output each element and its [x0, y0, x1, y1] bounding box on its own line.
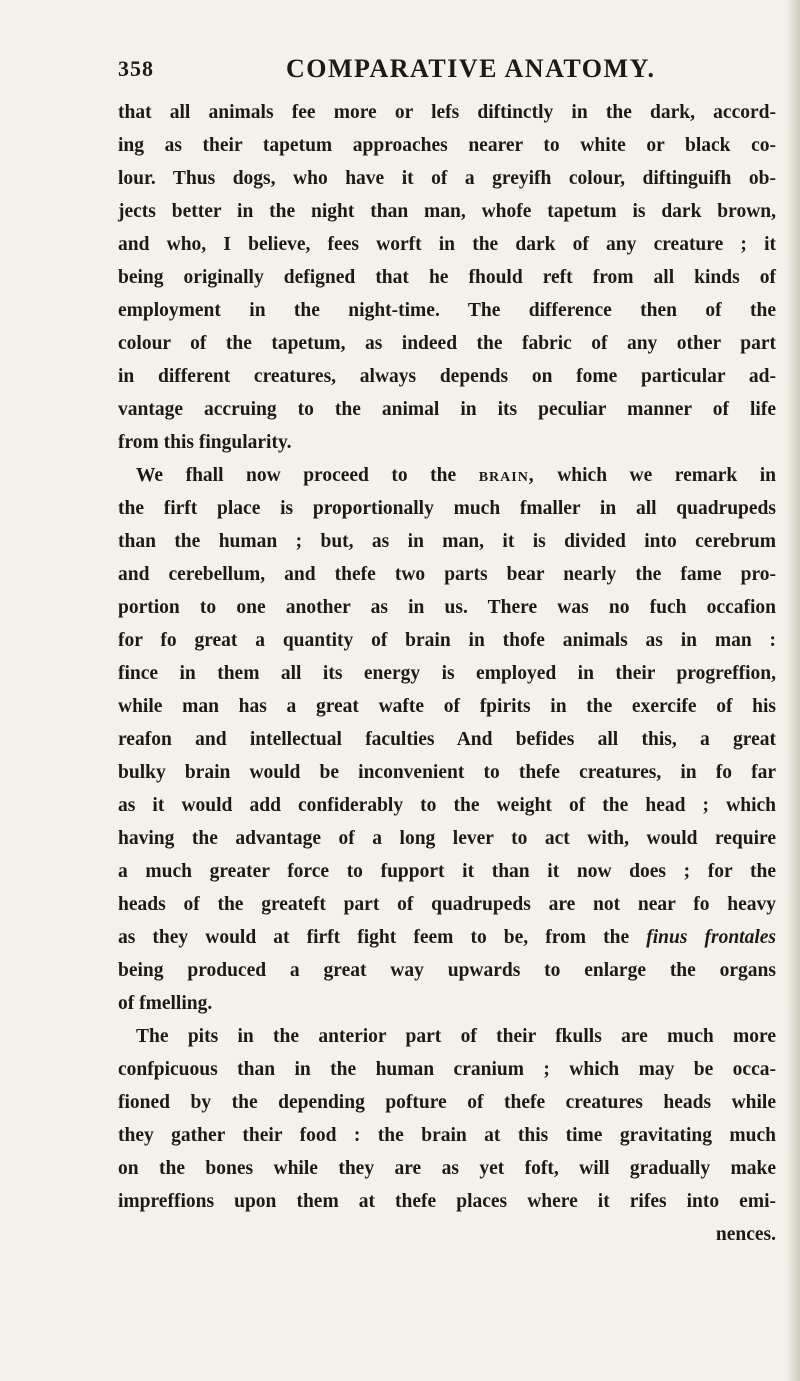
text-line: being produced a great way upwards to enlarge the organs: [118, 960, 776, 981]
text-segment: as they would at firft fight feem to be, from the: [118, 927, 630, 948]
text-line: heads of the greateft part of quadrupeds are not near fo heavy: [118, 894, 776, 915]
text-line: of fmelling.: [118, 993, 213, 1014]
page-edge-shadow: [786, 0, 800, 1381]
text-line: ing as their tapetum approaches nearer to white or black co-: [118, 135, 776, 156]
text-line: that all animals fee more or lefs diftinctly in the dark, accord-: [118, 102, 776, 123]
small-caps-term: brain,: [478, 465, 535, 486]
text-line: a much greater force to fupport it than it now does ; for the: [118, 861, 776, 882]
text-line: confpicuous than in the human cranium ; which may be occa-: [118, 1059, 776, 1080]
text-line: for fo great a quantity of brain in thofe animals as in man :: [118, 630, 776, 651]
text-line: lour. Thus dogs, who have it of a greyifh colour, diftinguifh ob-: [118, 168, 776, 189]
italic-term: finus frontales: [646, 927, 776, 948]
text-line: vantage accruing to the animal in its peculiar manner of life: [118, 399, 776, 420]
text-line: they gather their food : the brain at this time gravitating much: [118, 1125, 776, 1146]
text-line: The pits in the anterior part of their fkulls are much more: [136, 1026, 776, 1047]
text-line: than the human ; but, as in man, it is divided into cerebrum: [118, 531, 776, 552]
page-number: 358: [118, 56, 154, 81]
text-line: being originally defigned that he fhould reft from all kinds of: [118, 267, 776, 288]
text-segment: which we remark in: [557, 465, 777, 486]
text-line: impreffions upon them at thefe places where it rifes into emi-: [118, 1191, 776, 1212]
text-line: in different creatures, always depends on fome particular ad-: [118, 366, 776, 387]
text-line: bulky brain would be inconvenient to thefe creatures, in fo far: [118, 762, 776, 783]
running-title: COMPARATIVE ANATOMY.: [286, 54, 656, 83]
text-line: fince in them all its energy is employed in their progreffion,: [118, 663, 776, 684]
text-line: and cerebellum, and thefe two parts bear nearly the fame pro-: [118, 564, 776, 585]
text-line: while man has a great wafte of fpirits in the exercife of his: [118, 696, 776, 717]
text-line: on the bones while they are as yet foft, will gradually make: [118, 1158, 776, 1179]
running-head: [118, 50, 770, 86]
text-line: from this fingularity.: [118, 432, 292, 453]
text-line: employment in the night-time. The difference then of the: [118, 300, 776, 321]
text-line: [118, 921, 776, 954]
catchword-line: nences.: [715, 1224, 776, 1245]
text-line: portion to one another as in us. There was no fuch occafion: [118, 597, 776, 618]
text-line: and who, I believe, fees worft in the dark of any creature ; it: [118, 234, 776, 255]
text-line: fioned by the depending pofture of thefe creatures heads while: [118, 1092, 776, 1113]
text-line: jects better in the night than man, whofe tapetum is dark brown,: [118, 201, 776, 222]
text-line: [118, 459, 776, 492]
text-line: having the advantage of a long lever to act with, would require: [118, 828, 776, 849]
text-segment: We fhall now proceed to the: [136, 465, 457, 486]
text-line: as it would add confiderably to the weight of the head ; which: [118, 795, 776, 816]
text-line: colour of the tapetum, as indeed the fabric of any other part: [118, 333, 776, 354]
text-line: reafon and intellectual faculties And befides all this, a great: [118, 729, 776, 750]
body-text: [118, 96, 776, 1251]
text-line: the firft place is proportionally much fmaller in all quadrupeds: [118, 498, 776, 519]
